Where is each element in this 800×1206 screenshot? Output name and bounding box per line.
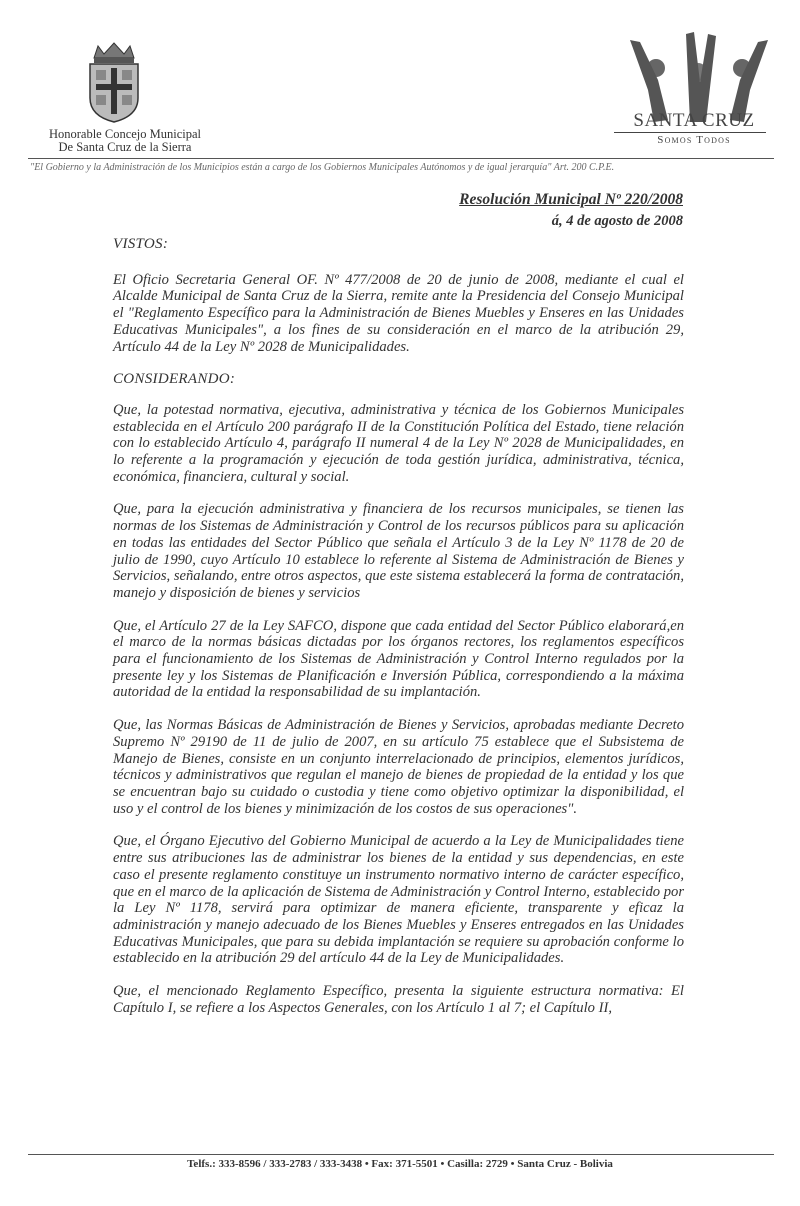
- considerando-paragraph-3: Que, el Artículo 27 de la Ley SAFCO, dispone que cada entidad del Sector Público elaborará,en el marco de la normas básicas dictadas por los órganos rectores, los reglamentos específicos para el funcionamiento de los Sistemas de Administración y Control Interno regulados por la presente ley y los Sistemas de Planificación e Inversión Pública, correspondiendo a la máxima autoridad de la entidad la responsabilidad de su implantación.: [113, 617, 684, 701]
- footer-contact: Telfs.: 333-8596 / 333-2783 / 333-3438 • Fax: 371-5501 • Casilla: 2729 • Santa Cruz - Bolivia: [187, 1158, 613, 1170]
- vistos-paragraph: El Oficio Secretaria General OF. Nº 477/2008 de 20 de junio de 2008, mediante el cual el Alcalde Municipal de Santa Cruz de la Sierra, remite ante la Presidencia del Consejo Municipal el "Reglamento Específico para la Administración de Bienes Muebles y Enseres en las Unidades Educativas Municipales", a los fines de su consideración en el marco de la atribución 29, Artículo 44 de la Ley Nº 2028 de Municipalidades.: [113, 271, 684, 355]
- logo-divider: [614, 132, 766, 133]
- coat-of-arms-icon: [82, 40, 146, 124]
- resolution-date: á, 4 de agosto de 2008: [551, 213, 683, 229]
- constitution-quote: "El Gobierno y la Administración de los Municipios están a cargo de los Gobiernos Municipales Autónomos y de igual jerarquía" Art. 200 C.P.E.: [30, 162, 615, 173]
- document-body: [113, 236, 684, 1032]
- considerando-paragraph-5: Que, el Órgano Ejecutivo del Gobierno Municipal de acuerdo a la Ley de Municipalidades tiene entre sus atribuciones las de administrar los bienes de la entidad y sus dependencias, en este caso el presente reglamento constituye un instrumento normativo interno de carácter específico, que en el marco de la aplicación de Sistema de Administración y Control Interno, establecido por la Ley Nº 1178, servirá para optimizar de manera eficiente, transparente y eficaz la administración y manejo adecuado de los Bienes Muebles y Enseres entregados en las Unidades Educativas Municipales, que para su debida implantación se requiere su aprobación conforme lo establecido en la atribución 29 del artículo 44 de la Ley de Municipalidades.: [113, 833, 684, 967]
- logo-tagline: Somos Todos: [657, 134, 731, 146]
- footer-divider: [28, 1154, 774, 1155]
- considerando-paragraph-6: Que, el mencionado Reglamento Específico, presenta la siguiente estructura normativa: El Capítulo I, se refiere a los Aspectos Generales, con los Artículo 1 al 7; el Capítulo II,: [113, 983, 684, 1016]
- council-line-1: Honorable Concejo Municipal: [48, 127, 202, 141]
- considerando-paragraph-1: Que, la potestad normativa, ejecutiva, administrativa y técnica de los Gobiernos Municipales establecida en el Artículo 200 parágrafo II de la Constitución Política del Estado, tiene relación con lo establecido Artículo 4, parágrafo II numeral 4 de la Ley Nº 2028 de Municipalidades, en lo referente a la programación y ejecución de toda gestión jurídica, administrativa, técnica, económica, financiera, cultural y social.: [113, 401, 684, 485]
- logo-title: SANTA CRUZ: [633, 110, 755, 131]
- vistos-heading: VISTOS:: [113, 236, 169, 252]
- header-divider: [28, 158, 774, 159]
- council-line-2: De Santa Cruz de la Sierra: [58, 140, 192, 154]
- considerando-paragraph-4: Que, las Normas Básicas de Administración de Bienes y Servicios, aprobadas mediante Decreto Supremo Nº 29190 de 11 de julio de 2007, en su artículo 75 establece que el Subsistema de Manejo de Bienes, consiste en un conjunto interrelacionado de principios, elementos jurídicos, técnicos y administrativos que regulan el manejo de bienes de propiedad de la entidad y los que se encuentran bajo su cuidado o custodia y tiene como objetivo optimizar la disponibilidad, el uso y el control de los bienes y minimización de los costos de sus operaciones".: [113, 717, 684, 817]
- considerando-heading: CONSIDERANDO:: [113, 371, 236, 388]
- considerando-paragraph-2: Que, para la ejecución administrativa y financiera de los recursos municipales, se tienen las normas de los Sistemas de Administración y Control de los recursos públicos para su aplicación en todas las entidades del Sector Público que señala el Artículo 3 de la Ley Nº 1178 de 20 de julio de 1990, cuyo Artículo 10 establece lo referente al Sistema de Administración de Bienes y Servicios, señalando, entre otros aspectos, que este sistema establecerá la forma de contratación, manejo y disposición de bienes y servicios: [113, 501, 684, 601]
- council-name: [20, 128, 230, 154]
- resolution-title: Resolución Municipal Nº 220/2008: [459, 191, 683, 208]
